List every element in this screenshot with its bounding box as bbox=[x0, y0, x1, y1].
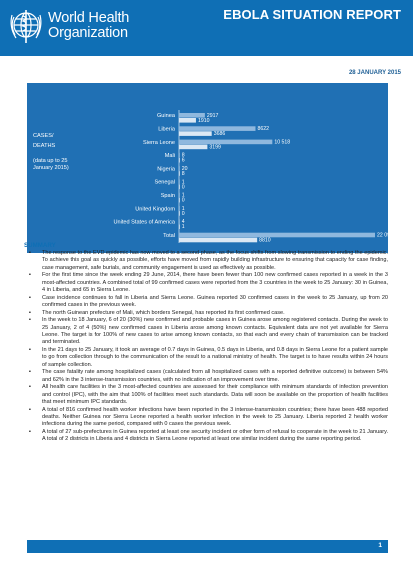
summary-bullet: ▪ All health care facilities in the 3 most-affected countries are assessed for their compliance with minimum standards of infection prevention and control (IPC), with the aim that 100% of facilities meet such standards. Data will soon be available on the proportion of health facilities that meet minimum IPC standards. bbox=[24, 384, 388, 406]
chart-bar-deaths bbox=[179, 171, 180, 176]
chart-category-label: Spain bbox=[160, 193, 175, 199]
summary-bullet: ▪ The response to the EVD epidemic has now moved to a second phase, as the focus shifts from slowing transmission to ending the epidemic. To achieve this goal as quickly as possible, efforts have moved from rapidly building infrastructure to ensuring that capacity for case finding, case management, safe burials, and community engagement is used as effectively as possible. bbox=[24, 250, 388, 272]
summary-bullet: ▪ A total of 816 confirmed health worker infections have been reported in the 3 intense-transmission countries; there have been 488 reported deaths. Neither Guinea nor Sierra Leone reported a health worker infection in the week to 25 January. Liberia reported 2 health worker infections during the same period, compared with 0 cases the previous week. bbox=[24, 407, 388, 429]
chart-bar-cases bbox=[179, 140, 272, 145]
chart-label-period-2: January 2015) bbox=[33, 165, 69, 171]
chart-value-label-deaths: 6 bbox=[181, 157, 185, 164]
chart-value-label-deaths: 8 bbox=[181, 171, 185, 177]
chart-bar-cases bbox=[179, 193, 180, 198]
chart-bar-cases bbox=[179, 219, 180, 224]
chart-bar-cases bbox=[179, 153, 180, 158]
report-title: EBOLA SITUATION REPORT bbox=[223, 7, 401, 22]
cases-deaths-chart bbox=[27, 83, 393, 253]
chart-category-label: Total bbox=[163, 232, 175, 239]
chart-value-label-cases: 1 bbox=[181, 205, 185, 212]
summary-section bbox=[24, 242, 388, 444]
chart-value-label-deaths: 3686 bbox=[213, 131, 226, 138]
chart-label-deaths: DEATHS bbox=[33, 143, 56, 149]
org-name-line1: World Health bbox=[48, 10, 130, 26]
chart-value-label-deaths: 3199 bbox=[209, 144, 221, 151]
chart-plot bbox=[27, 83, 393, 253]
chart-bar-cases bbox=[179, 166, 180, 171]
chart-value-label-cases: 22 092 bbox=[377, 232, 393, 239]
chart-bar-deaths bbox=[179, 118, 196, 123]
chart-bar-deaths bbox=[179, 185, 180, 190]
chart-bar-cases bbox=[179, 233, 375, 238]
chart-value-label-deaths: 1 bbox=[181, 224, 185, 231]
report-header bbox=[0, 0, 413, 56]
chart-value-label-cases: 8 bbox=[181, 152, 185, 159]
summary-list bbox=[24, 250, 388, 444]
chart-bar-deaths bbox=[179, 211, 180, 216]
who-logo bbox=[8, 7, 129, 45]
org-name bbox=[48, 11, 129, 41]
page-number: 1 bbox=[378, 542, 382, 549]
chart-category-label: United States of America bbox=[113, 219, 175, 226]
org-name-line2: Organization bbox=[48, 25, 128, 41]
report-date: 28 JANUARY 2015 bbox=[348, 70, 401, 76]
chart-value-label-cases: 4 bbox=[181, 219, 185, 226]
chart-category-label: Liberia bbox=[158, 126, 175, 133]
chart-category-label: Guinea bbox=[156, 113, 175, 120]
chart-bar-deaths bbox=[179, 198, 180, 203]
chart-category-label: Nigeria bbox=[157, 166, 175, 173]
chart-bar-cases bbox=[179, 180, 180, 185]
summary-bullet: ▪ Case incidence continues to fall in Liberia and Sierra Leone. Guinea reported 30 confirmed cases in the week to 25 January, up from 20 confirmed cases in the previous week. bbox=[24, 295, 388, 310]
chart-category-label: Sierra Leone bbox=[142, 139, 175, 146]
chart-bar-deaths bbox=[179, 224, 180, 229]
chart-value-label-cases: 10 518 bbox=[274, 139, 291, 146]
summary-bullet: ▪ The north Guinean prefecture of Mali, which borders Senegal, has reported its first confirmed case. bbox=[24, 310, 388, 317]
summary-bullet: ▪ For the first time since the week ending 29 June, 2014, there have been fewer than 100 new confirmed cases reported in a week in the 3 most-affected countries. A combined total of 99 confirmed cases were reported from the 3 countries in the week to 25 January: 30 in Guinea, 4 in Liberia, and 65 in Sierra Leone. bbox=[24, 272, 388, 294]
chart-category-label: United Kingdom bbox=[135, 206, 175, 213]
chart-value-label-deaths: 0 bbox=[181, 184, 185, 191]
summary-bullet: ▪ In the 21 days to 25 January, it took an average of 0.7 days in Guinea, 0.5 days in Liberia, and 0.8 days in Sierra Leone for a patient sample to go from collection through to the communication of the result to a national ministry of health. The target is to have results within 24 hours of sample collection. bbox=[24, 347, 388, 369]
chart-category-label: Mali bbox=[164, 153, 175, 160]
chart-category-label: Senegal bbox=[154, 179, 175, 186]
chart-bar-cases bbox=[179, 206, 180, 211]
chart-value-label-deaths: 0 bbox=[181, 197, 185, 204]
chart-value-label-deaths: 1910 bbox=[197, 117, 210, 124]
chart-value-label-deaths: 0 bbox=[181, 210, 185, 217]
chart-bar-deaths bbox=[179, 131, 212, 136]
chart-value-label-cases: 20 bbox=[181, 166, 188, 172]
chart-label-period-1: (data up to 25 bbox=[33, 158, 68, 164]
chart-value-label-cases: 8622 bbox=[257, 126, 270, 133]
summary-bullet: ▪ In the week to 18 January, 6 of 20 (30%) new confirmed and probable cases in Guinea arose among registered contacts. During the week to 25 January, 2 of 4 (50%) new confirmed cases in Liberia arose among known contacts. Equivalent data are not yet available for Sierra Leone. The target is for 100% of new cases to arise among known contacts, so that each and every chain of transmission can be tracked and terminated. bbox=[24, 317, 388, 347]
chart-label-cases: CASES/ bbox=[33, 133, 54, 139]
footer-bar bbox=[27, 540, 388, 553]
chart-value-label-cases: 2917 bbox=[206, 112, 219, 119]
chart-value-label-cases: 1 bbox=[181, 179, 185, 186]
summary-title: SUMMARY bbox=[24, 242, 56, 249]
chart-value-label-deaths: 8810 bbox=[259, 237, 271, 244]
who-emblem-icon bbox=[8, 7, 44, 45]
chart-value-label-cases: 1 bbox=[181, 192, 185, 199]
summary-bullet: ▪ A total of 27 sub-prefectures in Guinea reported at least one security incident or other form of refusal to cooperate in the week to 21 January. A total of 2 districts in Liberia and 4 districts in Sierra Leone reported at least one similar incident during the same reporting period. bbox=[24, 429, 388, 444]
chart-bar-deaths bbox=[179, 158, 180, 163]
chart-bar-deaths bbox=[179, 145, 207, 150]
summary-bullet: ▪ The case fatality rate among hospitalized cases (calculated from all hospitalized cases with a reported definitive outcome) is between 54% and 62% in the 3 intense-transmission countries, with no indication of an improvement over time. bbox=[24, 369, 388, 384]
